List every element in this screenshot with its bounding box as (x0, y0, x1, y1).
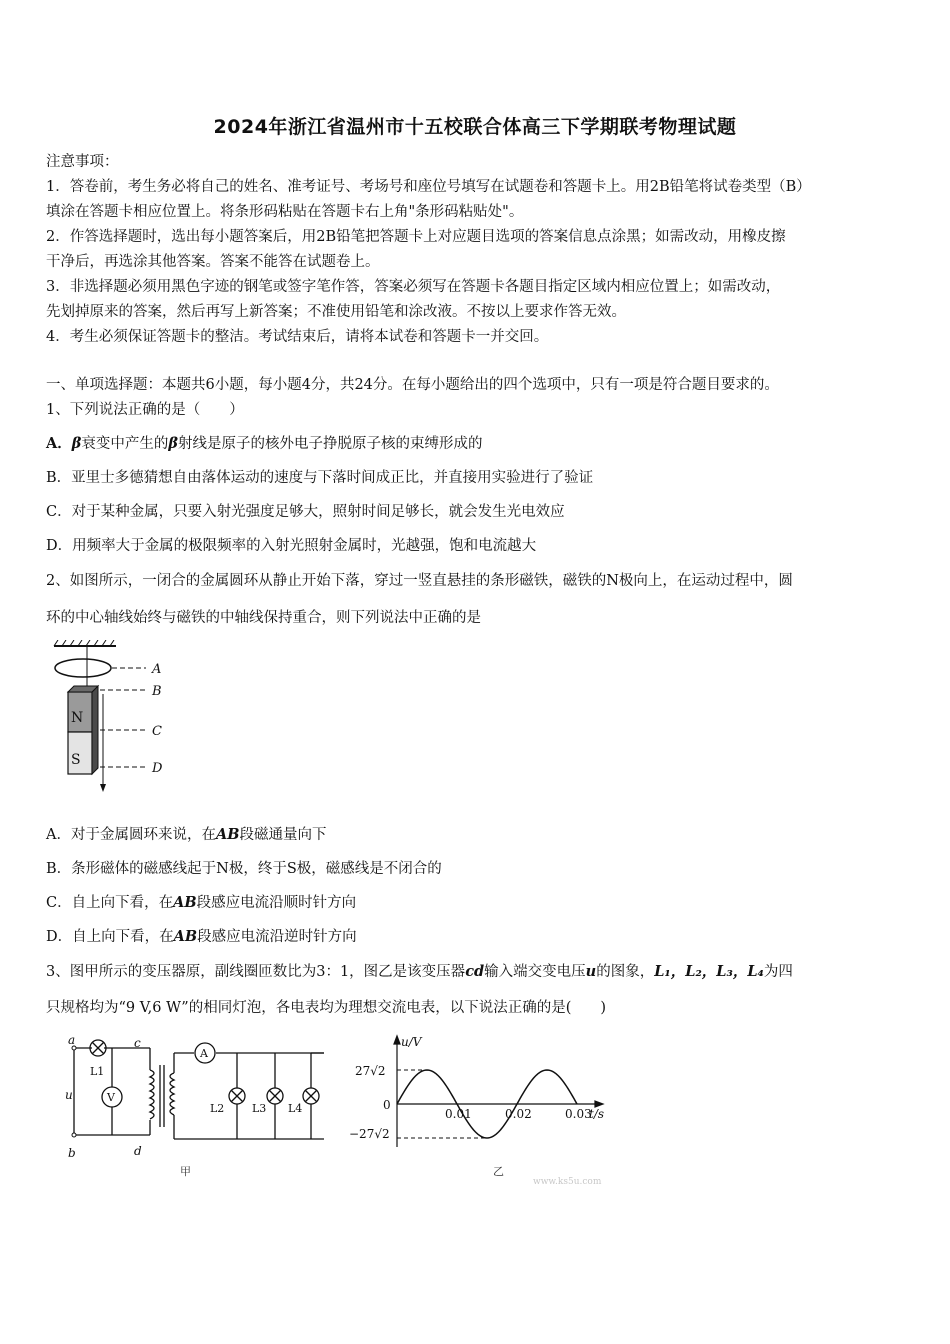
q2-a-text-1: A．对于金属圆环来说，在 (46, 827, 216, 843)
voltmeter-label: V (107, 1091, 115, 1104)
q1-a-text-1: 衰变中产生的 (81, 436, 169, 452)
q2-option-d (46, 927, 357, 947)
watermark: www.ks5u.com (533, 1177, 602, 1187)
q1-option-d: D．用频率大于金属的极限频率的入射光照射金属时，光越强，饱和电流越大 (46, 538, 537, 554)
lamp-l3-label: L3 (252, 1102, 267, 1115)
q3-stem-text-4: 为四 (763, 964, 793, 980)
q2-stem-1: 2、如图所示，一闭合的金属圆环从静止开始下落，穿过一竖直悬挂的条形磁铁，磁铁的N极向上，在运动过程中，圆 (46, 573, 793, 589)
q2-option-c (46, 893, 356, 913)
q2-magnet-figure (46, 640, 186, 800)
q3-voltage-graph (345, 1032, 615, 1187)
q2-c-text-2: 段感应电流沿顺时针方向 (196, 895, 357, 911)
terminal-a-label: a (68, 1035, 76, 1047)
q2-d-text-2: 段感应电流沿逆时针方向 (197, 929, 357, 945)
q2-d-ab: AB (173, 928, 198, 945)
q1-a-label: A． (46, 435, 72, 452)
terminal-c-label: c (134, 1036, 141, 1050)
notice-line-2: 填涂在答题卡相应位置上。将条形码粘贴在答题卡右上角"条形码粘贴处"。 (46, 204, 524, 220)
lamp-l2-label: L2 (210, 1102, 225, 1115)
q2-c-ab: AB (173, 894, 197, 911)
voltage-u-label: u (65, 1088, 73, 1102)
ammeter-label: A (200, 1047, 208, 1060)
terminal-b-label: b (68, 1146, 76, 1160)
point-b-label: B (152, 684, 162, 699)
q3-stem-lamps: L₁，L₂，L₃，L₄ (654, 963, 764, 980)
graph-xtick-2: 0.02 (505, 1107, 532, 1121)
q1-option-c: C．对于某种金属，只要入射光强度足够大，照射时间足够长，就会发生光电效应 (46, 504, 565, 520)
q3-stem-text-2: 输入端交变电压 (484, 964, 586, 980)
q2-a-text-2: 段磁通量向下 (239, 827, 327, 843)
point-c-label: C (152, 724, 162, 739)
graph-xlabel: t/s (589, 1107, 605, 1121)
q1-a-text-2: 射线是原子的核外电子挣脱原子核的束缚形成的 (178, 436, 483, 452)
q1-stem: 1、下列说法正确的是（ ） (46, 402, 244, 418)
notice-line-5: 3．非选择题必须用黑色字迹的钢笔或签字笔作答，答案必须写在答题卡各题目指定区域内相应位置上；如需改动， (46, 279, 781, 295)
page-title: 2024年浙江省温州市十五校联合体高三下学期联考物理试题 (213, 116, 737, 138)
graph-ytick-positive: 27√2 (355, 1064, 386, 1078)
notice-line-7: 4．考生必须保证答题卡的整洁。考试结束后，请将本试卷和答题卡一并交回。 (46, 329, 549, 345)
section-heading: 一、单项选择题：本题共6小题，每小题4分，共24分。在每小题给出的四个选项中，只有一项是符合题目要求的。 (46, 377, 779, 393)
q1-a-beta-1: β (71, 435, 82, 452)
pole-s-label: S (71, 752, 81, 768)
q3-stem-text-1: 3、图甲所示的变压器原，副线圈匝数比为3：1，图乙是该变压器 (46, 964, 466, 980)
notice-heading: 注意事项： (46, 154, 119, 170)
q1-option-a (46, 434, 483, 454)
q1-a-beta-2: β (168, 435, 179, 452)
q3-stem-1 (46, 962, 793, 982)
q3-stem-cd: cd (465, 963, 485, 980)
terminal-d-label: d (134, 1144, 142, 1158)
q3-stem-u: u (585, 963, 597, 980)
point-a-label: A (152, 662, 162, 677)
q2-a-ab: AB (215, 826, 240, 843)
q2-c-text-1: C．自上向下看，在 (46, 895, 174, 911)
q2-d-text-1: D．自上向下看，在 (46, 929, 174, 945)
lamp-l1-label: L1 (90, 1065, 105, 1078)
lamp-l4-label: L4 (288, 1102, 303, 1115)
notice-line-1: 1．答卷前，考生务必将自己的姓名、准考证号、考场号和座位号填写在试题卷和答题卡上。用2B铅笔将试卷类型（B） (46, 179, 811, 195)
q3-stem-text-3: 的图象， (596, 964, 655, 980)
q2-option-a (46, 825, 327, 845)
notice-line-3: 2．作答选择题时，选出每小题答案后，用2B铅笔把答题卡上对应题目选项的答案信息点涂黑；如需改动，用橡皮擦 (46, 229, 786, 245)
figure-caption-yi: 乙 (493, 1165, 504, 1178)
graph-xtick-1: 0.01 (445, 1107, 472, 1121)
q2-option-b: B．条形磁体的磁感线起于N极，终于S极，磁感线是不闭合的 (46, 861, 442, 877)
metal-ring (55, 659, 111, 677)
graph-ylabel: u/V (401, 1035, 422, 1049)
notice-line-4: 干净后，再选涂其他答案。答案不能答在试题卷上。 (46, 254, 380, 270)
q3-circuit-figure (62, 1035, 332, 1180)
q2-stem-2: 环的中心轴线始终与磁铁的中轴线保持重合，则下列说法中正确的是 (46, 610, 481, 626)
graph-origin-label: 0 (383, 1098, 391, 1112)
q1-option-b: B．亚里士多德猜想自由落体运动的速度与下落时间成正比，并直接用实验进行了验证 (46, 470, 594, 486)
graph-xtick-3: 0.03 (565, 1107, 592, 1121)
figure-caption-jia: 甲 (180, 1165, 191, 1178)
pole-n-label: N (71, 710, 84, 726)
q3-stem-2: 只规格均为“9 V,6 W”的相同灯泡，各电表均为理想交流电表，以下说法正确的是( ) (46, 1000, 607, 1016)
point-d-label: D (152, 761, 163, 776)
graph-ytick-negative: −27√2 (349, 1127, 390, 1141)
notice-line-6: 先划掉原来的答案，然后再写上新答案；不准使用铅笔和涂改液。不按以上要求作答无效。 (46, 304, 626, 320)
